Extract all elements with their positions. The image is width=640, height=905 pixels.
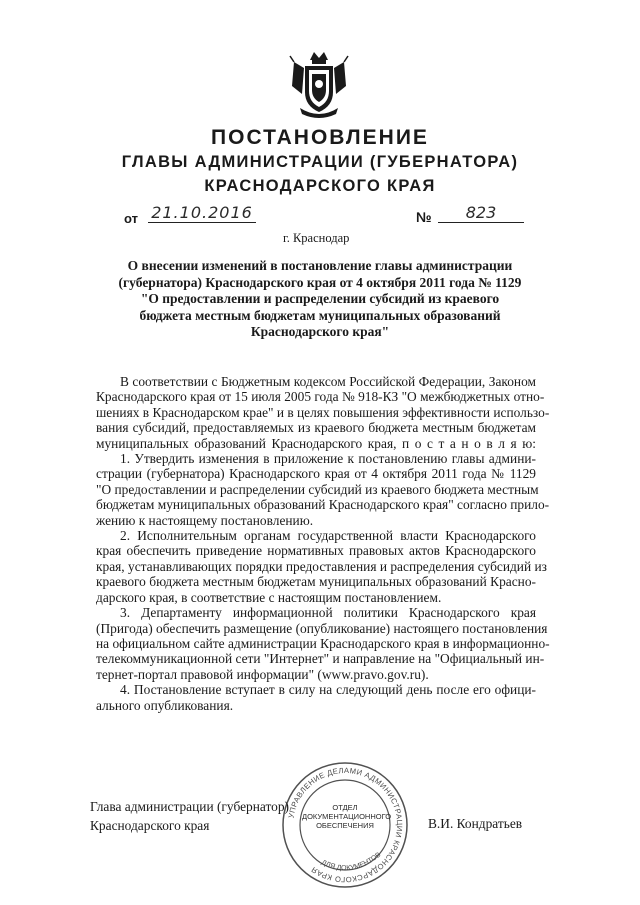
body-line: вания субсидий, предоставляемых из краевого бюджета местным бюджетам xyxy=(96,420,536,436)
body-line: В соответствии с Бюджетным кодексом Российской Федерации, Законом xyxy=(120,374,536,389)
body-line: краевого бюджета местным бюджетам муниципальных образований Красно- xyxy=(96,574,536,590)
stamp-center-line: ОБЕСПЕЧЕНИЯ xyxy=(316,821,374,830)
document-body xyxy=(96,374,550,713)
issuer-heading: ГЛАВЫ АДМИНИСТРАЦИИ (ГУБЕРНАТОРА) xyxy=(121,153,519,171)
city-label: г. Краснодар xyxy=(283,231,350,245)
body-line: страции (губернатора) Краснодарского края от 4 октября 2011 года № 1129 xyxy=(96,466,536,482)
body-line: края обеспечить приведение нормативных правовых актов Краснодарского xyxy=(96,543,536,559)
body-line: телекоммуникационной сети "Интернет" и направление на "Официальный ин- xyxy=(96,651,545,667)
stamp-center-line: ОТДЕЛ xyxy=(332,803,358,812)
body-line: дарского края, в соответствие с настоящим постановлением. xyxy=(96,589,442,605)
title-line: Краснодарского края" xyxy=(250,324,390,340)
position-line: Краснодарского края xyxy=(90,818,210,833)
signatory-name: В.И. Кондратьев xyxy=(428,816,523,831)
title-line: (губернатора) Краснодарского края от 4 октября 2011 года № 1129 xyxy=(118,274,522,290)
title-line: "О предоставлении и распределении субсидий из краевого xyxy=(140,291,500,307)
body-line: края, устанавливающих порядки предоставления и распределения субсидий из xyxy=(96,558,547,574)
body-line: 1. Утвердить изменения в приложение к постановлению главы админи- xyxy=(120,451,536,467)
body-line: 2. Исполнительным органам государственной власти Краснодарского xyxy=(120,528,536,544)
body-line: тернет-портал правовой информации" (www.pravo.gov.ru). xyxy=(96,666,429,682)
document-type-heading: ПОСТАНОВЛЕНИЕ xyxy=(211,126,429,149)
number-value: 823 xyxy=(438,203,524,223)
number-label: № xyxy=(416,209,432,225)
position-line: Глава администрации (губернатор) xyxy=(90,799,290,814)
body-line: (Пригода) обеспечить размещение (опубликование) настоящего постановления xyxy=(96,620,548,636)
date-value: 21.10.2016 xyxy=(148,203,256,223)
region-heading: КРАСНОДАРСКОГО КРАЯ xyxy=(204,177,436,195)
stamp-ring-text: УПРАВЛЕНИЕ ДЕЛАМИ АДМИНИСТРАЦИИ КРАСНОДАРСКОГО КРАЯ xyxy=(286,765,405,885)
title-line: бюджета местным бюджетам муниципальных образований xyxy=(139,307,501,323)
stamp-bottom-text: ДЛЯ ДОКУМЕНТОВ xyxy=(320,851,383,873)
body-line: бюджетам муниципальных образований Краснодарского края" согласно прило- xyxy=(96,497,550,513)
body-line: на официальном сайте администрации Краснодарского края в информационно- xyxy=(96,635,550,651)
coat-of-arms-emblem xyxy=(288,50,350,120)
signatory-position xyxy=(90,797,289,835)
body-line: 3. Департаменту информационной политики Краснодарского края xyxy=(120,605,536,621)
document-title xyxy=(100,258,540,341)
body-line: шениях в Краснодарском крае" и в целях повышения эффективности использо- xyxy=(96,404,550,420)
body-line: 4. Постановление вступает в силу на следующий день после его офици- xyxy=(120,682,536,698)
body-line: "О предоставлении и распределении субсидий из краевого бюджета местным xyxy=(96,481,539,497)
body-line: жению к настоящему постановлению. xyxy=(96,512,314,528)
date-label: от xyxy=(124,211,138,226)
body-line: Краснодарского края от 15 июля 2005 года № 918-КЗ "О межбюджетных отно- xyxy=(96,389,545,405)
body-line: муниципальных образований Краснодарского края, п о с т а н о в л я ю: xyxy=(96,435,536,451)
title-line: О внесении изменений в постановление главы администрации xyxy=(127,258,513,273)
body-line: ального опубликования. xyxy=(96,697,234,713)
stamp-center-text xyxy=(302,803,392,830)
stamp-center-line: ДОКУМЕНТАЦИОННОГО xyxy=(302,812,392,821)
